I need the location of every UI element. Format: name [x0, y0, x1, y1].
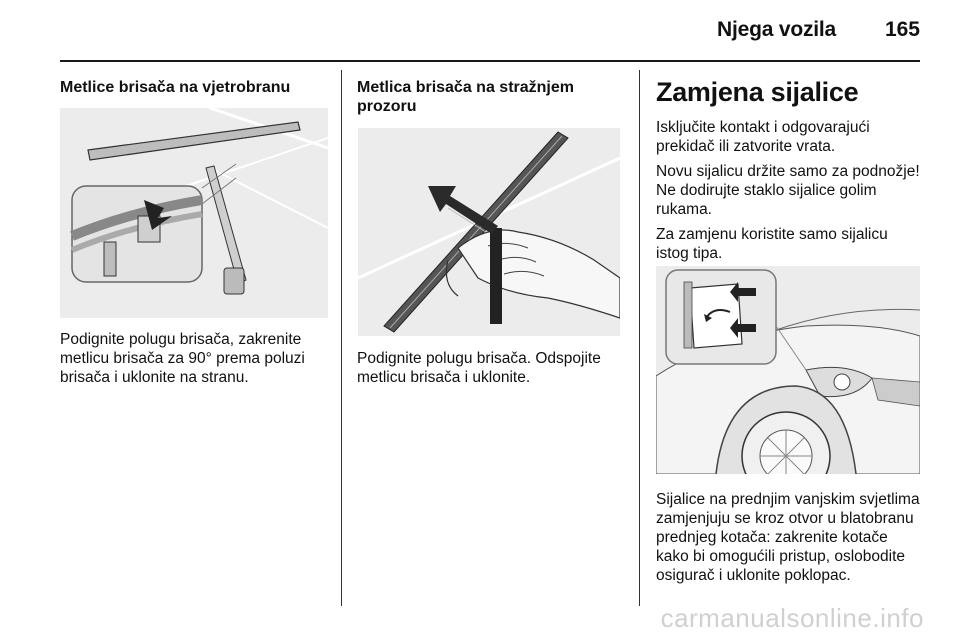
windscreen-wiper-instructions: Podignite polugu brisača, zakrenite metlicu brisača za 90° prema poluzi brisača i uklonite na stranu. [60, 331, 305, 386]
section-heading-windscreen-wiper: Metlice brisača na vjetrobranu [60, 79, 291, 96]
section-heading-rear-wiper: Metlica brisača na stražnjem prozoru [357, 79, 574, 115]
column-windscreen-text [60, 330, 330, 393]
section-heading-bulb-replacement: Zamjena sijalice [656, 77, 859, 107]
column-rear-text [357, 349, 627, 393]
rear-wiper-illustration [358, 128, 620, 336]
column-divider-2 [639, 70, 640, 606]
wheel-arch-bulb-illustration [656, 266, 920, 474]
column-windscreen-wiper [60, 70, 330, 97]
bulb-paragraph-3: Za zamjenu koristite samo sijalicu istog tipa. [656, 226, 888, 262]
running-header-title: Njega vozila [717, 18, 836, 41]
column-bulb-text [656, 490, 924, 591]
rear-wiper-instructions: Podignite polugu brisača. Odspojite metlicu brisača i uklonite. [357, 350, 601, 386]
bulb-access-instructions: Sijalice na prednjim vanjskim svjetlima zamjenjuju se kroz otvor u blatobranu prednjeg kotača: zakrenite kotače kako bi omogućili pristup, oslobodite osigurač i uklonite poklopac. [656, 491, 920, 584]
column-bulb-replacement [656, 72, 924, 269]
windscreen-wiper-illustration [60, 108, 328, 318]
bulb-paragraph-1: Isključite kontakt i odgovarajući prekidač ili zatvorite vrata. [656, 119, 870, 155]
column-rear-wiper [357, 70, 627, 116]
column-divider-1 [341, 70, 342, 606]
page-number: 165 [884, 18, 920, 41]
watermark: carmanualsonline.info [660, 603, 924, 633]
header-rule [60, 60, 920, 62]
bulb-paragraph-2: Novu sijalicu držite samo za podnožje! Ne dodirujte staklo sijalice golim rukama. [656, 163, 920, 218]
